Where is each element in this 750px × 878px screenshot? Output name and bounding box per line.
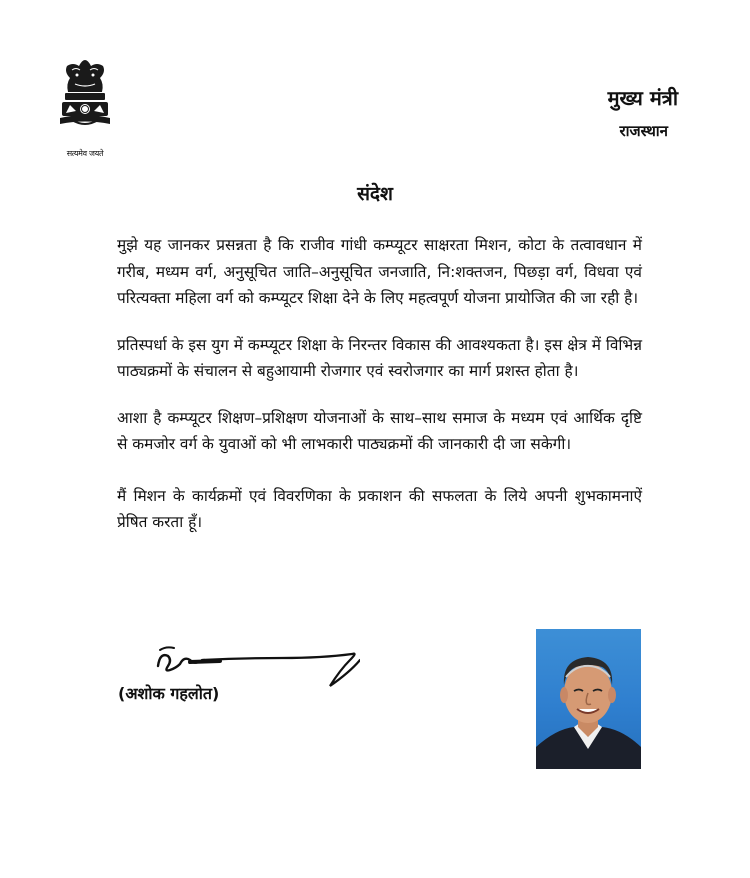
message-heading: संदेश <box>357 183 393 205</box>
message-body <box>117 232 642 556</box>
designation-title: मुख्य मंत्री <box>607 86 678 110</box>
paragraph-4: मैं मिशन के कार्यक्रमों एवं विवरणिका के प्रकाशन की सफलता के लिये अपनी शुभकामनाऐं प्रेषित करता हूँ। <box>117 486 642 531</box>
signatory-name: (अशोक गहलोत) <box>118 684 220 703</box>
paragraph-3: आशा है कम्प्यूटर शिक्षण–प्रशिक्षण योजनाओं के साथ–साथ समाज के मध्यम एवं आर्थिक दृष्टि से कमजोर वर्ग के युवाओं को भी लाभकारी पाठ्यक्रमों की जानकारी दी जा सकेगी। <box>117 408 642 453</box>
emblem-motto: सत्यमेव जयते <box>66 149 104 158</box>
national-emblem <box>50 58 120 162</box>
paragraph-1: मुझे यह जानकर प्रसन्नता है कि राजीव गांधी कम्प्यूटर साक्षरता मिशन, कोटा के तत्वावधान में गरीब, मध्यम वर्ग, अनुसूचित जाति–अनुसूचित जनजाति, नि:शक्तजन, पिछड़ा वर्ग, विधवा एवं परित्यक्ता महिला वर्ग को कम्प्यूटर शिक्षा देने के लिए महत्वपूर्ण योजना प्रायोजित की जा रही है। <box>117 236 642 307</box>
paragraph-2: प्रतिस्पर्धा के इस युग में कम्प्यूटर शिक्षा के निरन्तर विकास की आवश्यकता है। इस क्षेत्र में विभिन्न पाठ्यक्रमों के संचालन से बहुआयामी रोजगार एवं स्वरोजगार का मार्ग प्रशस्त होता है। <box>117 335 642 380</box>
portrait-photo <box>536 629 641 769</box>
state-name: राजस्थान <box>619 122 668 140</box>
designation-block <box>608 84 678 141</box>
lion-capital-icon <box>50 58 120 148</box>
